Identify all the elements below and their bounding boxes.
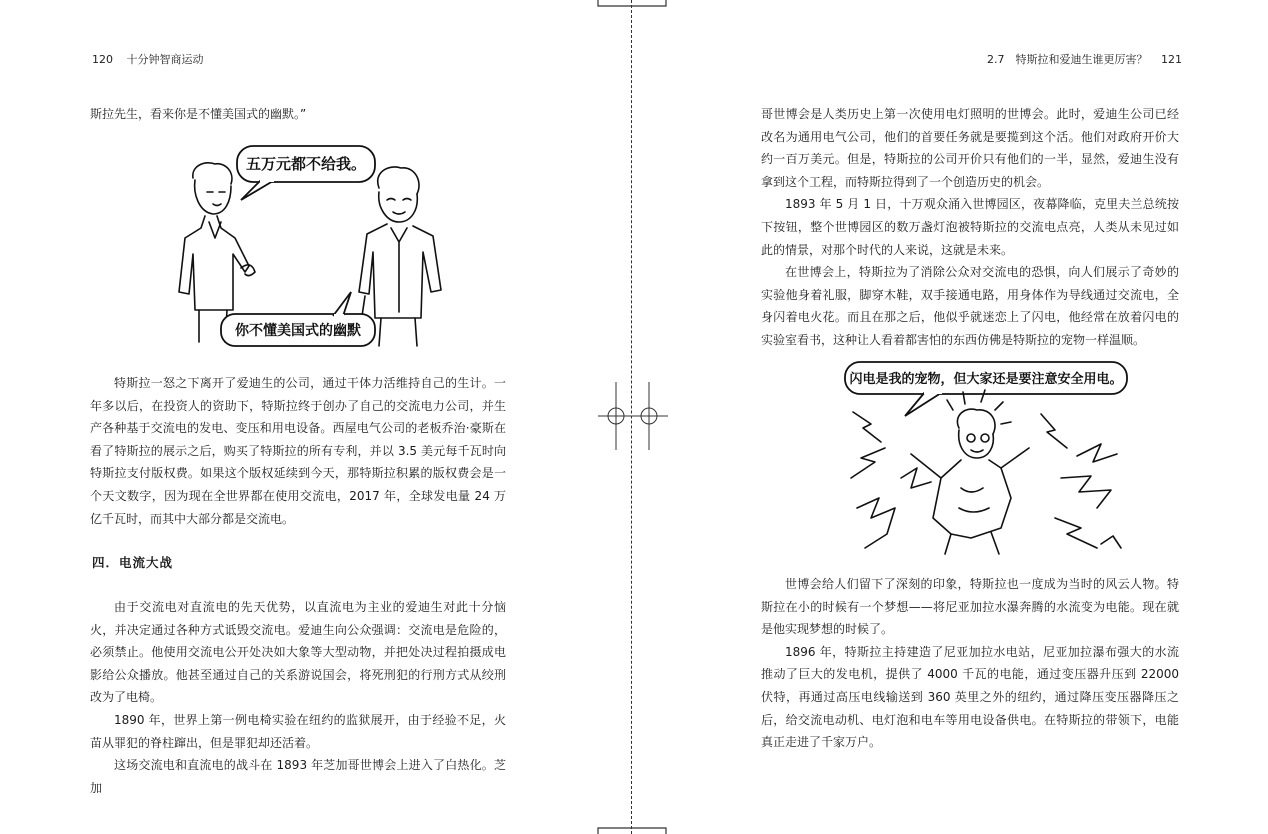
section-title-current-war: 四．电流大战 — [92, 555, 174, 570]
right-page — [636, 0, 1268, 834]
right-paragraph-2: 1893 年 5 月 1 日，十万观众涌入世博园区，夜幕降临，克里夫兰总统按下按钮，整个世博园区的数万盏灯泡被特斯拉的交流电点亮，人类从未见过如此的情景，对那个时代的人来说，这就是未来。 — [761, 197, 1179, 257]
cartoon-tesla-lightning — [841, 358, 1131, 558]
cartoon2-bubble-text: 闪电是我的宠物，但大家还是要注意安全用电。 — [849, 372, 1123, 387]
right-paragraph-4: 世博会给人们留下了深刻的印象，特斯拉也一度成为当时的风云人物。特斯拉在小的时候有一个梦想——将尼亚加拉水瀑奔腾的水流变为电能。现在就是他实现梦想的时候了。 — [761, 577, 1179, 637]
cartoon1-bottom-bubble-text: 你不懂美国式的幽默 — [235, 323, 361, 339]
left-paragraph-3: 1890 年，世界上第一例电椅实验在纽约的监狱展开，由于经验不足，火苗从罪犯的脊柱蹿出，但是罪犯却还活着。 — [90, 712, 506, 750]
right-paragraph-3: 在世博会上，特斯拉为了消除公众对交流电的恐惧，向人们展示了奇妙的实验他身着礼服，脚穿木鞋，双手接通电路，用身体作为导线通过交流电，全身闪着电火花。而且在那之后，他似乎就迷恋上了闪电，他经常在放着闪电的实验室看书，这种让人看着都害怕的东西仿佛是特斯拉的宠物一样温顺。 — [761, 265, 1179, 347]
left-paragraph-4: 这场交流电和直流电的战斗在 1893 年芝加哥世博会上进入了白热化。芝加 — [90, 758, 506, 795]
right-running-title: 2.7 特斯拉和爱迪生谁更厉害？ — [987, 53, 1148, 66]
cartoon-edison-tesla — [165, 142, 455, 350]
left-paragraph-1: 特斯拉一怒之下离开了爱迪生的公司，通过干体力活维持自己的生计。一年多以后，在投资人的资助下，特斯拉终于创办了自己的交流电力公司，并生产各种基于交流电的发电、变压和用电设备。西屋电气公司的老板乔治·豪斯在看了特斯拉的展示之后，购买了特斯拉的所有专利，并以 3.5 美元每千瓦时向特斯拉支付版权费。如果这个版权延续到今天，那特斯拉积累的版权费会是一个天文数字，因为现在全世界都在使用交流电，2017 年，全球发电量 24 万亿千瓦时，而其中大部分都是交流电。 — [90, 376, 506, 526]
right-page-header — [987, 51, 1182, 67]
right-bottom-text — [761, 573, 1179, 754]
cartoon1-top-bubble-text: 五万元都不给我。 — [245, 155, 367, 173]
left-section-three-text — [90, 372, 506, 530]
left-paragraph-2: 由于交流电对直流电的先天优势，以直流电为主业的爱迪生对此十分恼火，并决定通过各种方式诋毁交流电。爱迪生向公众强调：交流电是危险的，必须禁止。他使用交流电公开处决如大象等大型动物，并把处决过程拍摄成电影给公众播放。他甚至通过自己的关系游说国会，将死刑犯的行刑方式从绞刑改为了电椅。 — [90, 600, 506, 705]
left-page-header — [92, 51, 204, 67]
left-running-title: 十分钟智商运动 — [126, 53, 204, 66]
right-page-number: 121 — [1161, 53, 1182, 66]
right-paragraph-5: 1896 年，特斯拉主持建造了尼亚加拉水电站，尼亚加拉瀑布强大的水流推动了巨大的发电机，提供了 4000 千瓦的电能，通过变压器升压到 22000 伏特，再通过高压电线输送到 360 英里之外的纽约，通过降压变压器降压之后，给交流电动机、电灯泡和电车等用电设备供电。在特斯拉的带领下，电能真正走进了千家万户。 — [761, 644, 1179, 750]
opening-line: 斯拉先生，看来你是不懂美国式的幽默。” — [90, 107, 307, 121]
right-paragraph-1: 哥世博会是人类历史上第一次使用电灯照明的世博会。此时，爱迪生公司已经改名为通用电气公司，他们的首要任务就是要揽到这个活。他们对政府开价大约一百万美元。但是，特斯拉的公司开价只有他们的一半，显然，爱迪生没有拿到这个工程，而特斯拉得到了一个创造历史的机会。 — [761, 107, 1179, 189]
right-top-text — [761, 103, 1179, 352]
left-section-four-text — [90, 596, 506, 799]
left-opening-text — [90, 103, 506, 126]
left-page — [0, 0, 632, 834]
left-page-number: 120 — [92, 53, 113, 66]
